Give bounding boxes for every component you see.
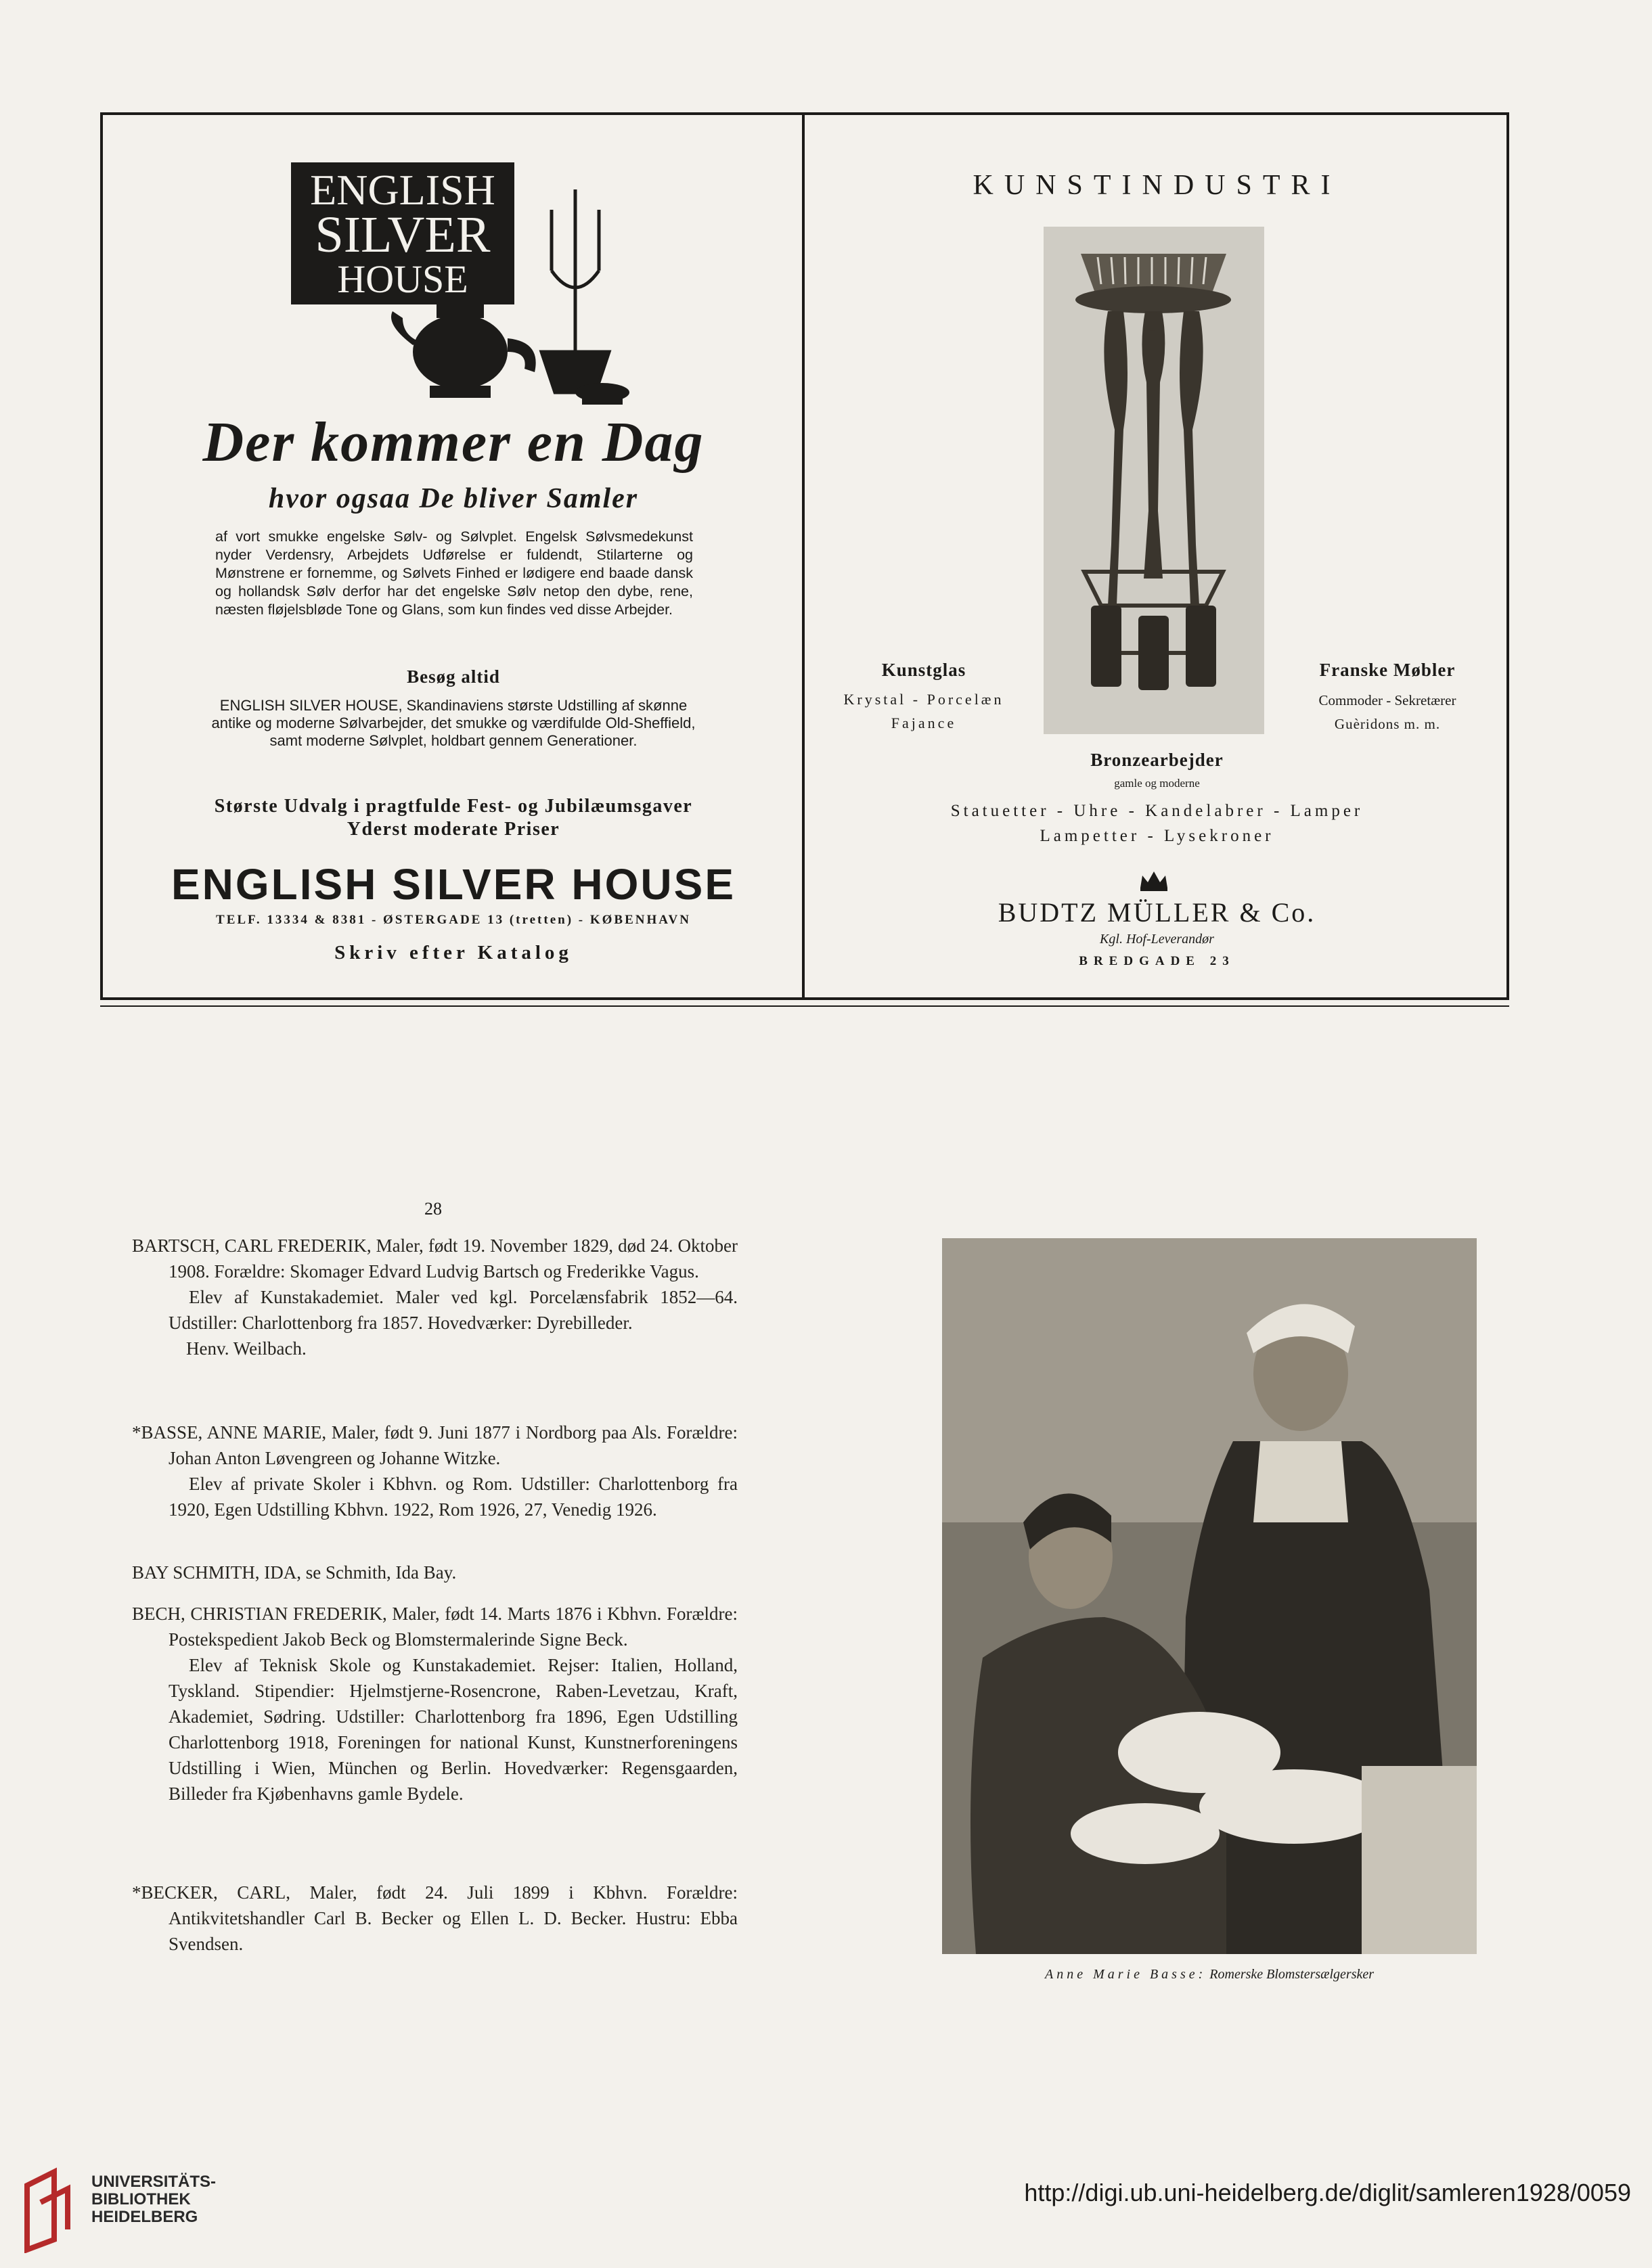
library-name-line: BIBLIOTHEK: [91, 2190, 191, 2208]
entry-reference: Henv. Weilbach.: [186, 1338, 307, 1359]
candelabra-icon: [541, 189, 609, 392]
jardiniere-stand-photo: [1044, 227, 1264, 734]
franske-mobler-items: Commoder - Sekretærer: [1318, 692, 1456, 708]
entry-body: Elev af private Skoler i Kbhvn. og Rom. Udstiller: Charlottenborg fra 1920, Egen Udstilling Kbhvn. 1922, Rom 1926, 27, Venedig 1926.: [169, 1474, 738, 1520]
bronzearbejder-heading: Bronzearbejder: [1090, 750, 1224, 770]
entry-becker: [132, 1880, 738, 1957]
university-library-logo-icon: [17, 2165, 85, 2253]
entry-basse: [132, 1420, 738, 1522]
painting-title: Romerske Blomstersælgersker: [1209, 1967, 1375, 1982]
advertisement-offer: [115, 795, 792, 841]
entry-heading: BARTSCH, CARL FREDERIK, Maler, født 19. November 1829, død 24. Oktober 1908. Forældre: Skomager Edvard Ludvig Bartsch og Frederikke Vagus.: [132, 1235, 738, 1282]
entry-body: Elev af Kunstakademiet. Maler ved kgl. Porcelænsfabrik 1852—64. Udstiller: Charlottenborg fra 1857. Hovedværker: Dyrebilleder.: [169, 1287, 738, 1333]
jardiniere-stand-illustration: [1044, 227, 1264, 734]
painting-artist: Anne Marie Basse:: [1044, 1967, 1207, 1982]
budtz-muller-address: BREDGADE 23: [1079, 954, 1235, 968]
library-name-line: HEIDELBERG: [91, 2208, 198, 2226]
advertisement-body-text: af vort smukke engelske Sølv- og Sølvplet. Engelsk Sølvsmedekunst nyder Verdensry, Arbejdets Udførelse er fuldendt, Stilarterne og Mønstrene er fornemme, og Sølvets Finhed er lødigere end baade dansk og hollandsk Sølv derfor har det engelske Sølv netop den dybe, rene, næsten fløjelsbløde Tone og Glans, som kun findes ved disse Arbejder.: [215, 528, 693, 618]
entry-bay-schmith: [132, 1560, 738, 1585]
flower-sellers-painting: [942, 1238, 1477, 1954]
entry-body: Elev af Teknisk Skole og Kunstakademiet. Rejser: Italien, Holland, Tyskland. Stipendier: Hjelmstjerne-Rosencrone, Raben-Levetzau, Kraft, Akademiet, Sødring. Udstiller: Charlottenborg fra 1896, Egen Udstilling Charlottenborg 1918, Foreningen for national Kunst, Kunstnerforeningens Udstilling i Wien, München og Berlin. Hovedværker: Regensgaarden, Billeder fra Kjøbenhavns gamle Bydele.: [169, 1655, 738, 1804]
bronze-items-line: Lampetter - Lysekroner: [1040, 827, 1274, 845]
bronzearbejder-subheading: gamle og moderne: [1114, 777, 1200, 790]
logo-word-english: ENGLISH: [310, 166, 495, 214]
library-name-line: UNIVERSITÄTS-: [91, 2173, 217, 2191]
advertisement-bottom-rule: [100, 1005, 1509, 1007]
teapot-icon: [391, 303, 536, 398]
royal-purveyor-line: Kgl. Hof-Leverandør: [1100, 932, 1214, 947]
advertisement-divider: [802, 112, 805, 1000]
logo-word-house: HOUSE: [337, 257, 468, 301]
franske-mobler-items: Guèridons m. m.: [1334, 716, 1441, 732]
source-url-link[interactable]: http://digi.ub.uni-heidelberg.de/diglit/samleren1928/0059: [1024, 2179, 1631, 2206]
english-silver-house-logo: [284, 149, 650, 413]
kunstglas-heading: Kunstglas: [881, 660, 966, 680]
advertisement-offer-line: Yderst moderate Priser: [347, 819, 560, 840]
advertisement-catalog-line: Skriv efter Katalog: [334, 942, 573, 963]
kunstglas-items: Fajance: [891, 715, 957, 731]
entry-bartsch: [132, 1233, 738, 1361]
entry-heading: BECH, CHRISTIAN FREDERIK, Maler, født 14. Marts 1876 i Kbhvn. Forældre: Postekspedient Jakob Beck og Blomstermalerinde Signe Beck.: [132, 1604, 738, 1650]
bronze-items-line: Statuetter - Uhre - Kandelabrer - Lamper: [950, 802, 1364, 820]
advertisement-subheadline: hvor ogsaa De bliver Samler: [268, 483, 639, 514]
entry-bech: [132, 1601, 738, 1807]
university-library-name: [91, 2173, 216, 2226]
advertisement-headline: Der kommer en Dag: [202, 411, 705, 474]
budtz-muller-name: BUDTZ MÜLLER & Co.: [998, 897, 1316, 928]
advertisement-description: ENGLISH SILVER HOUSE, Skandinaviens største Udstilling af skønne antike og moderne Sølvarbejder, det smukke og værdifulde Old-Sheffield, samt moderne Sølvplet, holdbart gennem Generationer.: [211, 697, 696, 749]
kunstglas-items: Krystal - Porcelæn: [843, 691, 1004, 708]
advertisement-contact: TELF. 13334 & 8381 - ØSTERGADE 13 (tretten) - KØBENHAVN: [216, 913, 691, 927]
advertisement-offer-line: Største Udvalg i pragtfulde Fest- og Jubilæumsgaver: [214, 796, 693, 817]
royal-crown-icon: [1137, 867, 1171, 892]
painting-caption: [942, 1967, 1477, 1982]
entry-heading: *BASSE, ANNE MARIE, Maler, født 9. Juni 1877 i Nordborg paa Als. Forældre: Johan Anton Løvengreen og Johanne Witzke.: [132, 1422, 738, 1468]
advertisement-company-name: ENGLISH SILVER HOUSE: [171, 860, 736, 909]
logo-word-silver: SILVER: [315, 206, 491, 263]
entry-heading: BAY SCHMITH, IDA, se Schmith, Ida Bay.: [132, 1562, 457, 1583]
bowl-icon: [575, 383, 629, 405]
franske-mobler-heading: Franske Møbler: [1319, 660, 1456, 680]
kunstindustri-title: KUNSTINDUSTRI: [973, 170, 1341, 201]
entry-heading: *BECKER, CARL, Maler, født 24. Juli 1899 i Kbhvn. Forældre: Antikvitetshandler Carl B. Becker og Ellen L. D. Becker. Hustru: Ebba Svendsen.: [132, 1882, 738, 1954]
page-number: 28: [424, 1199, 442, 1219]
painting-reproduction: [942, 1238, 1477, 1954]
advertisement-visit-heading: Besøg altid: [407, 666, 500, 687]
